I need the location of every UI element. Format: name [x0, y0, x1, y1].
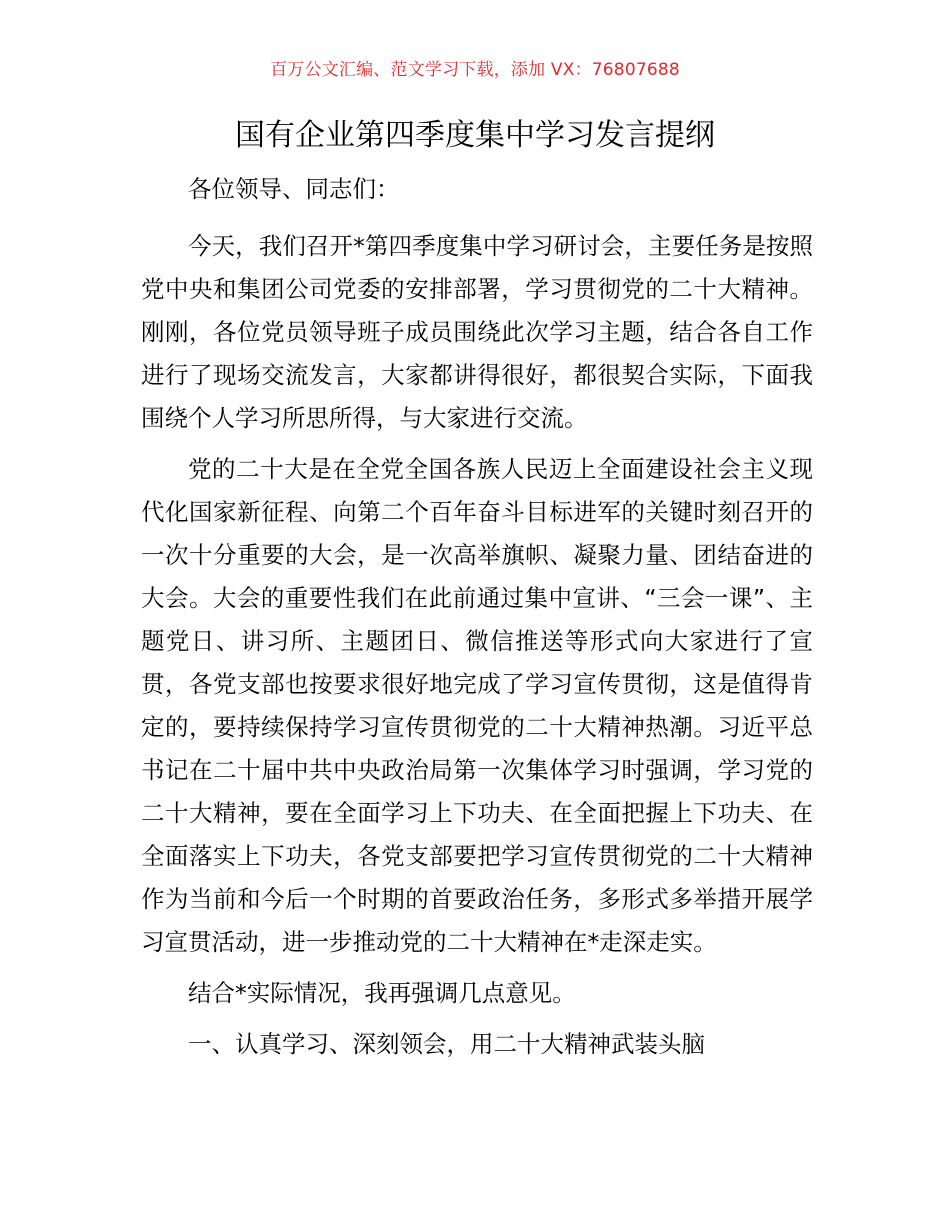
document-title: 国有企业第四季度集中学习发言提纲 [235, 118, 715, 153]
paragraph-opening: 今天，我们召开*第四季度集中学习研讨会，主要任务是按照党中央和集团公司党委的安排部署，学习贯彻党的二十大精神。刚刚，各位党员领导班子成员围绕此次学习主题，结合各自工作进行了现场交流发言，大家都讲得很好，都很契合实际，下面我围绕个人学习所思所得，与大家进行交流。 [141, 232, 813, 432]
paragraph-twentieth-congress: 党的二十大是在全党全国各族人民迈上全面建设社会主义现代化国家新征程、向第二个百年奋斗目标进军的关键时刻召开的一次十分重要的大会，是一次高举旗帜、凝聚力量、团结奋进的大会。大会的重要性我们在此前通过集中宣讲、“三会一课”、主题党日、讲习所、主题团日、微信推送等形式向大家进行了宣贯，各党支部也按要求很好地完成了学习宣传贯彻，这是值得肯定的，要持续保持学习宣传贯彻党的二十大精神热潮。习近平总书记在二十届中共中央政治局第一次集体学习时强调，学习党的二十大精神，要在全面学习上下功夫、在全面把握上下功夫、在全面落实上下功夫，各党支部要把学习宣传贯彻党的二十大精神作为当前和今后一个时期的首要政治任务，多形式多举措开展学习宣贯活动，进一步推动党的二十大精神在*走深走实。 [141, 455, 813, 956]
section-heading-one: 一、认真学习、深刻领会，用二十大精神武装头脑 [188, 1030, 705, 1058]
paragraph-transition: 结合*实际情况，我再强调几点意见。 [188, 979, 576, 1007]
promo-header-note: 百万公文汇编、范文学习下载，添加 VX：76807688 [270, 60, 680, 80]
document-body [141, 168, 813, 1066]
salutation: 各位领导、同志们： [188, 175, 400, 203]
